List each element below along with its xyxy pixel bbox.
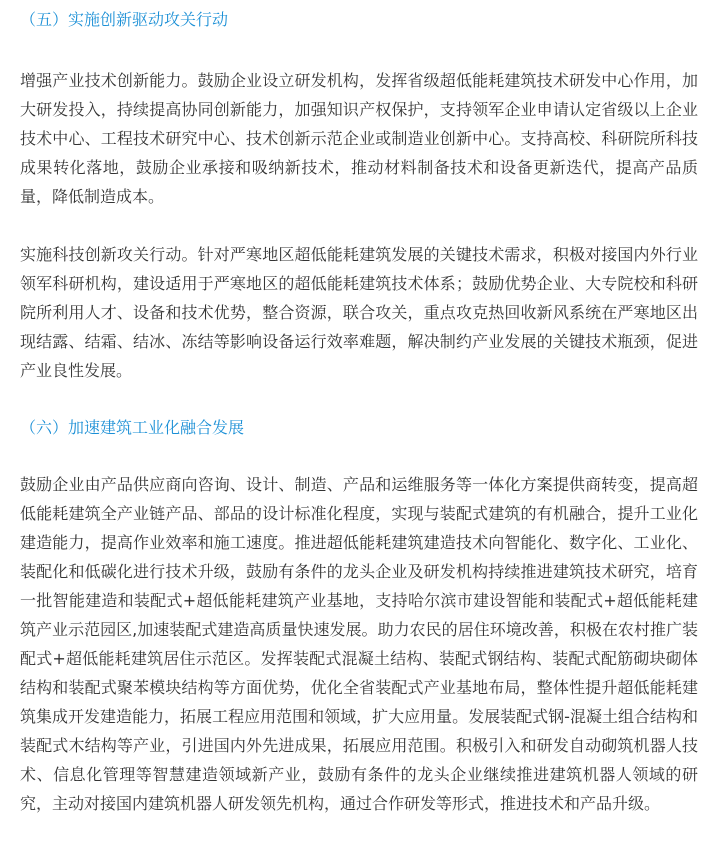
section-heading-5: （五）实施创新驱动攻关行动 <box>20 10 229 29</box>
section-heading-6: （六）加速建筑工业化融合发展 <box>20 418 245 437</box>
paragraph-industrialization: 鼓励企业由产品供应商向咨询、设计、制造、产品和运维服务等一体化方案提供商转变，提高超低能耗建筑全产业链产品、部品的设计标准化程度，实现与装配式建筑的有机融合，提升工业化建造能力，提高作业效率和施工速度。推进超低能耗建筑建造技术向智能化、数字化、工业化、装配化和低碳化进行技术升级，鼓励有条件的龙头企业及研发机构持续推进建筑技术研究，培育一批智能建造和装配式+超低能耗建筑产业基地，支持哈尔滨市建设智能和装配式+超低能耗建筑产业示范园区,加速装配式建造高质量快速发展。助力农民的居住环境改善，积极在农村推广装配式+超低能耗建筑居住示范区。发挥装配式混凝土结构、装配式钢结构、装配式配筋砌块砌体结构和装配式聚苯模块结构等方面优势，优化全省装配式产业基地布局，整体性提升超低能耗建筑集成开发建造能力，拓展工程应用范围和领域，扩大应用量。发展装配式钢-混凝土组合结构和装配式木结构等产业，引进国内外先进成果，拓展应用范围。积极引入和研发自动砌筑机器人技术、信息化管理等智慧建造领域新产业，鼓励有条件的龙头企业继续推进建筑机器人领域的研究，主动对接国内建筑机器人研发领先机构，通过合作研发等形式，推进技术和产品升级。 <box>20 475 698 813</box>
paragraph-innovation-capability: 增强产业技术创新能力。鼓励企业设立研发机构，发挥省级超低能耗建筑技术研发中心作用，加大研发投入，持续提高协同创新能力，加强知识产权保护，支持领军企业申请认定省级以上企业技术中心、工程技术研究中心、技术创新示范企业或制造业创新中心。支持高校、科研院所科技成果转化落地，鼓励企业承接和吸纳新技术，推动材料制备技术和设备更新迭代，提高产品质量，降低制造成本。 <box>20 71 698 206</box>
paragraph-tech-innovation-action: 实施科技创新攻关行动。针对严寒地区超低能耗建筑发展的关键技术需求，积极对接国内外行业领军科研机构，建设适用于严寒地区的超低能耗建筑技术体系；鼓励优势企业、大专院校和科研院所利用人才、设备和技术优势，整合资源，联合攻关，重点攻克热回收新风系统在严寒地区出现结露、结霜、结冰、冻结等影响设备运行效率难题，解决制约产业发展的关键技术瓶颈，促进产业良性发展。 <box>20 245 698 380</box>
